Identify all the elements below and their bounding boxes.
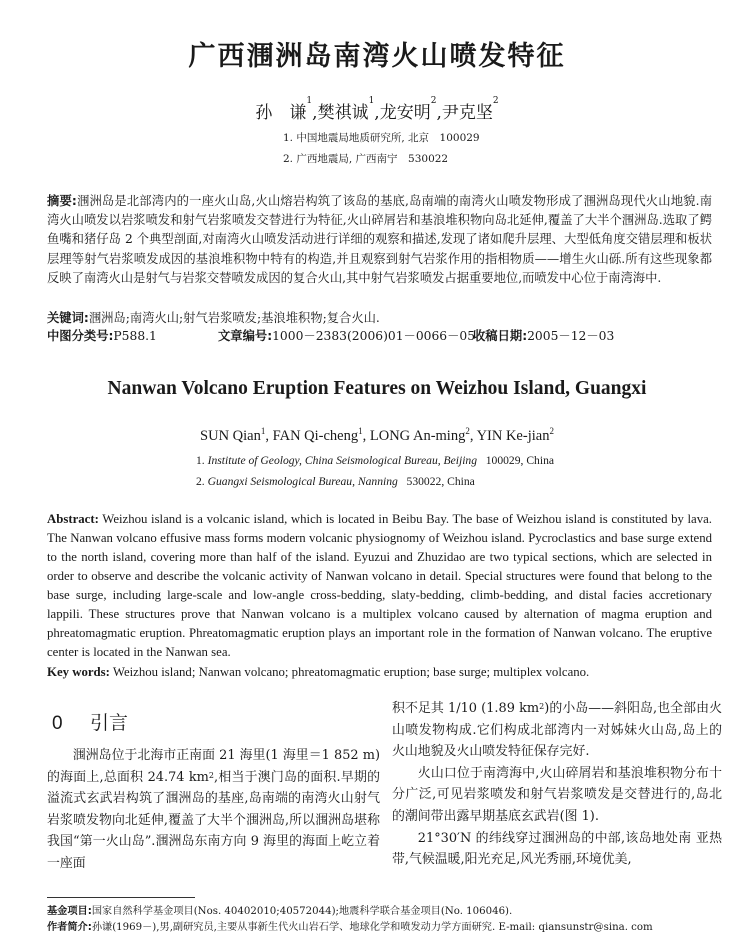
paper-title-en: Nanwan Volcano Eruption Features on Weizhou Island, Guangxi [107,378,647,399]
affiliation-number: 2. [196,475,205,488]
author-affil-mark: 1 [260,426,266,436]
author-separator: , [312,103,318,123]
author-name: SUN Qian [200,428,261,444]
article-number [218,326,475,344]
author-en [273,428,370,444]
article-meta [47,326,737,344]
clc-value: P588.1 [113,329,157,343]
author-name: 龙安明 [379,103,431,123]
funding-text: 国家自然科学基金项目(Nos. 40402010;40572044);地震科学联合基金项目(No. 106046). [91,906,513,917]
author-separator: , [469,428,477,444]
author-separator: , [374,103,380,123]
affiliation-en-2 [196,475,475,488]
author-name: FAN Qi-cheng [272,428,359,444]
keywords-cn-label: 关键词: [47,311,89,325]
section-title: 引言 [90,712,129,734]
paragraph: 21°30′N 的纬线穿过涠洲岛的中部,该岛地处南 亚热带,气候温暖,阳光充足,风光秀丽,环境优美, [392,830,722,868]
abstract-en-label: Abstract: [47,512,99,526]
received-date [473,326,614,344]
keywords-en-text: Weizhou island; Nanwan volcano; phreatomagmatic eruption; base surge; multiplex volcano. [112,665,590,679]
author-affil-mark: 1 [306,96,313,106]
affiliation-postcode: 530022, China [406,475,475,488]
funding-label: 基金项目: [47,906,92,917]
author-name: 孙 谦 [255,103,307,123]
author-en [200,428,273,444]
author-separator: , [265,428,273,444]
abstract-cn-text: 涠洲岛是北部湾内的一座火山岛,火山熔岩构筑了该岛的基底,岛南端的南湾火山喷发物形成了涠洲岛现代火山地貌.南湾火山喷发以岩浆喷发和射气岩浆喷发交替进行为特征,火山碎屑岩和基浪堆积物向岛北延伸,覆盖了大半个涠洲岛.选取了鳄鱼嘴和猪仔岛 2 个典型剖面,对南湾火山喷发活动进行详细的观察和描述,发现了诸如爬升层理、大型低角度交错层理和板状层理等射气岩浆喷发成因的基浪堆积物中特有的构造,并且观察到射气岩浆作用的指相物质——增生火山砾.所有这些现象都反映了南湾火山是射气与岩浆交替喷发成因的复合火山,其中射气岩浆喷发占据重要地位,而喷发中心位于南湾海中. [47,194,712,285]
author-name: 尹克坚 [441,103,493,123]
author-separator: , [362,428,370,444]
affiliation-text: Guangxi Seismological Bureau, Nanning [207,475,398,488]
body-column-left [47,745,380,875]
author-en [370,428,477,444]
paper-title-cn: 广西涠洲岛南湾火山喷发特征 [188,41,566,72]
author-bio-text: 孙谦(1969－),男,副研究员,主要从事新生代火山岩石学、地球化学和喷发动力学方面研究. E-mail: qiansunstr@sina. com [91,922,653,933]
section-heading [52,708,128,735]
section-number: 0 [52,713,63,734]
paragraph-text: 涠洲岛位于北海市正南面 21 海里(1 海里＝1 852 m)的海面上,总面积 24.74 km [47,748,380,785]
paragraph: 火山口位于南湾海中,火山碎屑岩和基浪堆积物分布十分广泛,可见岩浆喷发和射气岩浆喷发是交替进行的,岛北的潮间带出露早期基底玄武岩(图 1). [392,765,722,824]
author-name: YIN Ke-jian [476,428,550,444]
author-cn [317,96,380,123]
author-en [477,428,554,444]
author-name: 樊祺诚 [317,103,369,123]
paragraph [47,745,380,875]
author-affil-mark: 2 [549,426,554,436]
superscript: 2 [208,770,214,780]
received-date-value: 2005－12－03 [527,329,615,343]
abstract-cn [47,192,712,288]
authors-cn [0,98,754,123]
author-affil-mark: 2 [465,426,470,436]
author-bio-label: 作者简介: [47,922,92,933]
clc-label: 中图分类号: [47,329,114,343]
abstract-en [47,510,712,662]
author-affil-mark: 1 [368,96,375,106]
keywords-en-label: Key words: [47,665,110,679]
authors-en [0,428,754,445]
affiliation-en-1 [196,454,554,467]
author-cn [441,96,499,123]
article-number-value: 1000－2383(2006)01－0066－05 [272,329,476,343]
article-number-label: 文章编号: [218,329,273,343]
paragraph-text: 积不足其 1/10 (1.89 km [392,701,540,716]
author-separator: , [436,103,442,123]
affiliation-cn-2: 2. 广西地震局, 广西南宁 530022 [283,153,449,165]
footnote-author-bio [47,920,747,935]
author-cn [255,96,318,123]
footnote-funding [47,904,747,919]
paragraph-text: )的小岛——斜阳岛,也全部由火山喷发物构成.它们构成北部湾内一对姊妹火山岛,岛上的火山地貌及火山喷发特征保存完好. [392,701,722,760]
author-affil-mark: 1 [358,426,363,436]
affiliation-text: Institute of Geology, China Seismological Bureau, Beijing [207,454,478,467]
affiliation-cn-1: 1. 中国地震局地质研究所, 北京 100029 [283,132,480,144]
keywords-cn-text: 涠洲岛;南湾火山;射气岩浆喷发;基浪堆积物;复合火山. [88,311,380,325]
affiliation-number: 1. [196,454,205,467]
body-column-right [392,698,722,871]
paragraph [392,698,722,763]
affiliation-postcode: 100029, China [485,454,555,467]
author-cn [379,96,442,123]
keywords-en [47,663,712,682]
author-affil-mark: 2 [430,96,437,106]
author-affil-mark: 2 [492,96,499,106]
abstract-cn-label: 摘要: [47,194,77,208]
received-date-label: 收稿日期: [473,329,528,343]
abstract-en-text: Weizhou island is a volcanic island, which is located in Beibu Bay. The base of Weizhou island is constituted by lava. The Nanwan volcano effusive mass forms modern volcanic physiognomy of Weizhou island. Pycroclastics and base surge extend to the north island, covering more than half of the island. Eyuzui and Zhuzidao are two typical sections, which are selected in order to observe and describe the volcanic activity of Nanwan volcano in detail. Special structures were found that belong to the base surge, including large-scale and low-angle cross-bedding, slaty-bedding, climb-bedding, and distal facies accretionary lappili. These structures prove that Nanwan volcano is a multiplex volcano caused by alternation of magma eruption and phreatomagmatic eruption. Phreatomagmatic eruption plays an important role in the formation of Nanwan volcano. The eruptive center is located in the Nanwan sea. [47,512,713,659]
paragraph-text: ,相当于澳门岛的面积.早期的溢流式玄武岩构筑了涠洲岛的基座,岛南端的南湾火山射气岩浆喷发物向北延伸,覆盖了大半个涠洲岛,所以涠洲岛堪称我国“第一火山岛”.涠洲岛东南方向 9 海里的海面上屹立着一座面 [47,769,381,871]
author-name: LONG An-ming [369,428,466,444]
footnote-divider [47,897,195,898]
superscript: 2 [539,702,545,711]
